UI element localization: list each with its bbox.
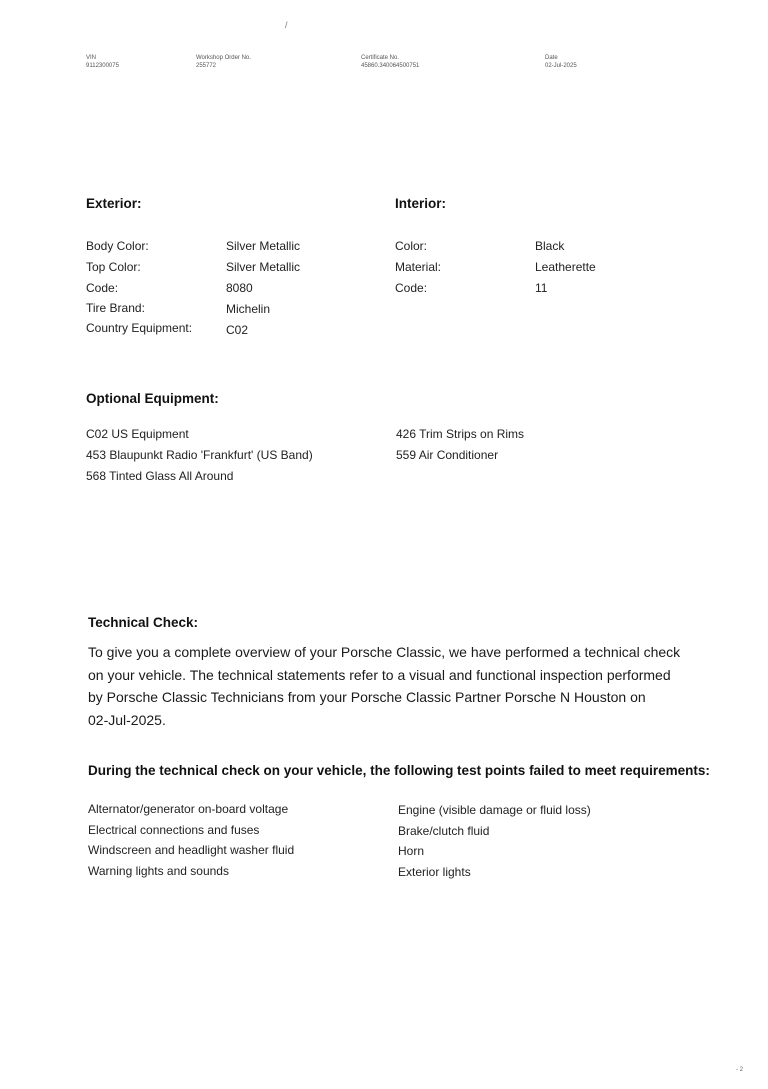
optional-title: Optional Equipment: <box>86 391 219 406</box>
exterior-value: Silver Metallic <box>226 239 301 253</box>
certificate-field <box>361 54 419 70</box>
optional-item: 559 Air Conditioner <box>396 448 499 462</box>
exterior-value: 8080 <box>226 281 253 295</box>
exterior-value: C02 <box>226 323 249 337</box>
interior-label: Code: <box>395 281 428 295</box>
interior-value: 11 <box>535 281 548 295</box>
exterior-label: Code: <box>86 281 119 295</box>
technical-title: Technical Check: <box>88 615 199 630</box>
interior-title: Interior: <box>395 196 447 211</box>
interior-value: Black <box>535 239 565 253</box>
date-field <box>545 54 577 70</box>
failed-item: Horn <box>398 844 425 858</box>
optional-item: C02 US Equipment <box>86 427 189 441</box>
technical-line: To give you a complete overview of your Porsche Classic, we have performed a technical check <box>88 644 681 660</box>
failed-item: Engine (visible damage or fluid loss) <box>398 803 591 817</box>
technical-line: on your vehicle. The technical statements refer to a visual and functional inspection performed <box>88 666 671 683</box>
certificate-label: Certificate No. <box>361 55 400 61</box>
scan-mark: / <box>285 20 288 30</box>
interior-value: Leatherette <box>535 260 596 274</box>
exterior-value: Silver Metallic <box>226 260 301 274</box>
vin-value: 9112300075 <box>86 63 119 69</box>
date-label: Date <box>545 55 558 61</box>
interior-label: Color: <box>395 239 428 253</box>
failed-item: Alternator/generator on-board voltage <box>88 802 289 816</box>
order-label: Workshop Order No. <box>196 55 251 61</box>
failed-item: Windscreen and headlight washer fluid <box>88 843 295 857</box>
exterior-value: Michelin <box>226 302 271 316</box>
optional-item: 426 Trim Strips on Rims <box>396 427 525 441</box>
technical-line: by Porsche Classic Technicians from your Porsche Classic Partner Porsche N Houston on <box>88 689 646 705</box>
vin-label: VIN <box>86 55 97 61</box>
technical-paragraph <box>88 641 698 731</box>
exterior-label: Tire Brand: <box>86 301 145 315</box>
exterior-label: Top Color: <box>86 260 141 274</box>
failed-title: During the technical check on your vehicle, the following test points failed to meet requirements: <box>88 763 710 778</box>
order-field <box>196 54 251 70</box>
certificate-value: 45860.340064500751 <box>361 63 420 69</box>
optional-item: 453 Blaupunkt Radio 'Frankfurt' (US Band) <box>86 448 313 462</box>
exterior-label: Body Color: <box>86 239 149 253</box>
vin-field <box>86 54 119 70</box>
order-value: 255772 <box>196 63 217 69</box>
failed-item: Brake/clutch fluid <box>398 824 490 838</box>
failed-item: Exterior lights <box>398 865 471 879</box>
technical-line: 02-Jul-2025. <box>88 711 166 728</box>
optional-item: 568 Tinted Glass All Around <box>86 469 234 483</box>
failed-item: Electrical connections and fuses <box>88 823 260 837</box>
date-value: 02-Jul-2025 <box>545 63 577 69</box>
failed-item: Warning lights and sounds <box>88 864 229 878</box>
exterior-title: Exterior: <box>86 196 142 211</box>
exterior-label: Country Equipment: <box>86 321 193 335</box>
page-number: - 2 <box>736 1067 744 1073</box>
interior-label: Material: <box>395 260 442 274</box>
